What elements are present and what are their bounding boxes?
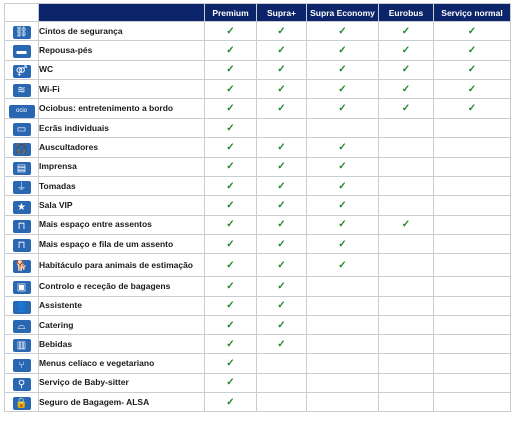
- table-row: [5, 335, 511, 354]
- row-icon-cell: [5, 157, 39, 176]
- header-blank-label-cell: [39, 4, 205, 22]
- check-mark: ✓: [379, 79, 434, 98]
- feature-label: Auscultadores: [39, 138, 205, 157]
- check-mark: ✓: [307, 177, 379, 196]
- lock-icon: 🔒: [13, 397, 31, 410]
- table-row: [5, 254, 511, 277]
- row-icon-cell: [5, 79, 39, 98]
- feature-label: Sala VIP: [39, 196, 205, 215]
- empty-cell: [434, 138, 511, 157]
- feature-label: Habitáculo para animais de estimação: [39, 254, 205, 277]
- empty-cell: [434, 373, 511, 392]
- press-icon: ▤: [13, 162, 31, 175]
- column-header-supra-plus: Supra+: [257, 4, 307, 22]
- check-mark: ✓: [379, 215, 434, 234]
- empty-cell: [379, 254, 434, 277]
- empty-cell: [307, 335, 379, 354]
- empty-cell: [434, 215, 511, 234]
- feature-label: Imprensa: [39, 157, 205, 176]
- feature-label: Mais espaço entre assentos: [39, 215, 205, 234]
- check-mark: ✓: [205, 335, 257, 354]
- drinks-icon: ▥: [13, 339, 31, 352]
- header-row: [5, 4, 511, 22]
- check-mark: ✓: [307, 60, 379, 79]
- table-row: [5, 354, 511, 373]
- check-mark: ✓: [307, 41, 379, 60]
- table-row: [5, 393, 511, 412]
- check-mark: ✓: [205, 119, 257, 138]
- headphones-icon: 🎧: [13, 143, 31, 156]
- check-mark: ✓: [307, 196, 379, 215]
- ociobus-icon: ocio: [9, 105, 35, 118]
- empty-cell: [434, 393, 511, 412]
- catering-icon: ⌓: [13, 320, 31, 333]
- empty-cell: [379, 138, 434, 157]
- seatbelt-icon: ⛓: [13, 26, 31, 39]
- feature-label: Menus celíaco e vegetariano: [39, 354, 205, 373]
- check-mark: ✓: [307, 215, 379, 234]
- table-row: [5, 234, 511, 253]
- row-icon-cell: [5, 254, 39, 277]
- empty-cell: [307, 296, 379, 315]
- check-mark: ✓: [257, 296, 307, 315]
- empty-cell: [379, 315, 434, 334]
- empty-cell: [434, 196, 511, 215]
- check-mark: ✓: [257, 196, 307, 215]
- empty-cell: [434, 177, 511, 196]
- table-row: [5, 215, 511, 234]
- check-mark: ✓: [257, 315, 307, 334]
- feature-label: Mais espaço e fila de um assento: [39, 234, 205, 253]
- row-icon-cell: [5, 99, 39, 119]
- check-mark: ✓: [307, 22, 379, 41]
- check-mark: ✓: [205, 393, 257, 412]
- row-icon-cell: [5, 22, 39, 41]
- check-mark: ✓: [257, 254, 307, 277]
- check-mark: ✓: [257, 177, 307, 196]
- row-icon-cell: [5, 234, 39, 253]
- empty-cell: [434, 254, 511, 277]
- check-mark: ✓: [205, 373, 257, 392]
- table-row: [5, 41, 511, 60]
- check-mark: ✓: [205, 157, 257, 176]
- check-mark: ✓: [205, 41, 257, 60]
- feature-label: Wi-Fi: [39, 79, 205, 98]
- check-mark: ✓: [257, 79, 307, 98]
- column-header-eurobus: Eurobus: [379, 4, 434, 22]
- column-header-premium: Premium: [205, 4, 257, 22]
- check-mark: ✓: [257, 60, 307, 79]
- empty-cell: [379, 234, 434, 253]
- row-icon-cell: [5, 335, 39, 354]
- empty-cell: [434, 277, 511, 296]
- cutlery-icon: ⑂: [13, 359, 31, 372]
- check-mark: ✓: [205, 60, 257, 79]
- check-mark: ✓: [379, 60, 434, 79]
- feature-label: Ociobus: entretenimento a bordo: [39, 99, 205, 119]
- feature-label: Repousa-pés: [39, 41, 205, 60]
- table-row: [5, 138, 511, 157]
- comparison-table-wrapper: [4, 3, 510, 412]
- empty-cell: [379, 393, 434, 412]
- table-row: [5, 79, 511, 98]
- table-row: [5, 22, 511, 41]
- plug-icon: ⏚: [13, 181, 31, 194]
- screen-icon: ▭: [13, 123, 31, 136]
- check-mark: ✓: [205, 296, 257, 315]
- table-row: [5, 315, 511, 334]
- check-mark: ✓: [205, 22, 257, 41]
- check-mark: ✓: [379, 22, 434, 41]
- empty-cell: [307, 315, 379, 334]
- check-mark: ✓: [205, 277, 257, 296]
- empty-cell: [379, 335, 434, 354]
- check-mark: ✓: [257, 335, 307, 354]
- check-mark: ✓: [434, 22, 511, 41]
- empty-cell: [379, 177, 434, 196]
- column-header-supra-economy: Supra Economy: [307, 4, 379, 22]
- wc-icon: ⚤: [13, 65, 31, 78]
- check-mark: ✓: [379, 41, 434, 60]
- row-icon-cell: [5, 41, 39, 60]
- pet-icon: 🐕: [13, 260, 31, 273]
- babysitter-icon: ⚲: [13, 378, 31, 391]
- empty-cell: [379, 373, 434, 392]
- star-icon: ★: [13, 201, 31, 214]
- assistant-icon: 👤: [13, 301, 31, 314]
- table-row: [5, 157, 511, 176]
- seat-space-icon: ⊓: [13, 220, 31, 233]
- row-icon-cell: [5, 215, 39, 234]
- table-row: [5, 119, 511, 138]
- check-mark: ✓: [434, 99, 511, 119]
- check-mark: ✓: [307, 254, 379, 277]
- check-mark: ✓: [205, 215, 257, 234]
- row-icon-cell: [5, 277, 39, 296]
- seat-row-icon: ⊓: [13, 239, 31, 252]
- check-mark: ✓: [257, 277, 307, 296]
- check-mark: ✓: [205, 196, 257, 215]
- table-row: [5, 196, 511, 215]
- luggage-icon: ▣: [13, 281, 31, 294]
- empty-cell: [434, 335, 511, 354]
- empty-cell: [434, 296, 511, 315]
- row-icon-cell: [5, 196, 39, 215]
- row-icon-cell: [5, 315, 39, 334]
- empty-cell: [257, 119, 307, 138]
- row-icon-cell: [5, 138, 39, 157]
- check-mark: ✓: [205, 315, 257, 334]
- empty-cell: [307, 393, 379, 412]
- feature-label: Catering: [39, 315, 205, 334]
- check-mark: ✓: [257, 99, 307, 119]
- empty-cell: [307, 373, 379, 392]
- empty-cell: [379, 157, 434, 176]
- check-mark: ✓: [205, 79, 257, 98]
- row-icon-cell: [5, 393, 39, 412]
- feature-label: Controlo e receção de bagagens: [39, 277, 205, 296]
- check-mark: ✓: [257, 215, 307, 234]
- check-mark: ✓: [307, 138, 379, 157]
- table-row: [5, 60, 511, 79]
- feature-label: Tomadas: [39, 177, 205, 196]
- empty-cell: [307, 119, 379, 138]
- check-mark: ✓: [307, 234, 379, 253]
- row-icon-cell: [5, 373, 39, 392]
- table-row: [5, 373, 511, 392]
- check-mark: ✓: [434, 60, 511, 79]
- empty-cell: [379, 277, 434, 296]
- empty-cell: [379, 354, 434, 373]
- feature-label: Seguro de Bagagem- ALSA: [39, 393, 205, 412]
- row-icon-cell: [5, 354, 39, 373]
- table-row: [5, 99, 511, 119]
- check-mark: ✓: [307, 79, 379, 98]
- empty-cell: [434, 354, 511, 373]
- empty-cell: [379, 119, 434, 138]
- wifi-icon: ≋: [13, 84, 31, 97]
- empty-cell: [434, 119, 511, 138]
- feature-label: Cintos de segurança: [39, 22, 205, 41]
- check-mark: ✓: [434, 79, 511, 98]
- empty-cell: [379, 196, 434, 215]
- feature-label: Serviço de Baby-sitter: [39, 373, 205, 392]
- row-icon-cell: [5, 119, 39, 138]
- empty-cell: [257, 354, 307, 373]
- feature-label: Assistente: [39, 296, 205, 315]
- feature-label: WC: [39, 60, 205, 79]
- row-icon-cell: [5, 60, 39, 79]
- footrest-icon: ▬: [13, 45, 31, 58]
- feature-label: Ecrãs individuais: [39, 119, 205, 138]
- check-mark: ✓: [257, 41, 307, 60]
- check-mark: ✓: [257, 22, 307, 41]
- feature-label: Bebidas: [39, 335, 205, 354]
- check-mark: ✓: [257, 138, 307, 157]
- check-mark: ✓: [205, 177, 257, 196]
- check-mark: ✓: [307, 157, 379, 176]
- empty-cell: [379, 296, 434, 315]
- header-blank-icon-cell: [5, 4, 39, 22]
- service-comparison-table: [4, 3, 511, 412]
- empty-cell: [307, 277, 379, 296]
- check-mark: ✓: [205, 354, 257, 373]
- column-header-servico-normal: Serviço normal: [434, 4, 511, 22]
- check-mark: ✓: [257, 157, 307, 176]
- empty-cell: [257, 373, 307, 392]
- check-mark: ✓: [205, 138, 257, 157]
- table-row: [5, 296, 511, 315]
- check-mark: ✓: [205, 99, 257, 119]
- row-icon-cell: [5, 177, 39, 196]
- table-row: [5, 177, 511, 196]
- empty-cell: [257, 393, 307, 412]
- check-mark: ✓: [257, 234, 307, 253]
- check-mark: ✓: [205, 234, 257, 253]
- row-icon-cell: [5, 296, 39, 315]
- empty-cell: [434, 315, 511, 334]
- check-mark: ✓: [434, 41, 511, 60]
- empty-cell: [434, 157, 511, 176]
- check-mark: ✓: [307, 99, 379, 119]
- empty-cell: [434, 234, 511, 253]
- check-mark: ✓: [379, 99, 434, 119]
- empty-cell: [307, 354, 379, 373]
- check-mark: ✓: [205, 254, 257, 277]
- table-row: [5, 277, 511, 296]
